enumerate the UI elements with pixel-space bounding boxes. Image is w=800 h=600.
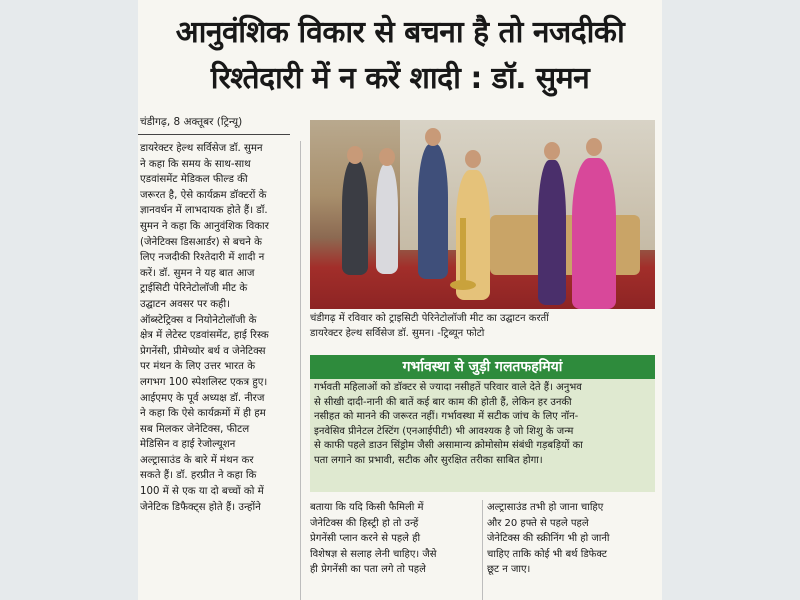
photo-lamp-base: [450, 280, 476, 290]
text-line: ने कहा कि ऐसे कार्यक्रमों में ही हम: [140, 408, 266, 420]
text-line: करें। डॉ. सुमन ने यह बात आज: [140, 267, 255, 279]
photo-person-1: [342, 160, 368, 275]
text-line: और 20 हफ्ते से पहले पहले: [487, 517, 589, 529]
sidebar-title: गर्भावस्था से जुड़ी गलतफहमियां: [310, 355, 655, 379]
caption-line-2: डायरेक्टर हेल्थ सर्विसेज डॉ. सुमन। -ट्रिब्यून फोटो: [310, 328, 485, 339]
text-line: ऑब्स्टेट्रिक्स व नियोनेटोलॉजी के: [140, 314, 257, 326]
text-line: आईएमए के पूर्व अध्यक्ष डॉ. नीरज: [140, 392, 265, 404]
photo-lamp: [460, 218, 466, 288]
text-line: अल्ट्रासाउंड के बारे में मंथन कर: [140, 454, 254, 466]
text-line: (जेनेटिक्स डिसआर्डर) से बचने के: [140, 236, 262, 248]
photo-head-5: [544, 142, 560, 160]
text-line: प्रेगनेंसी, प्रीमेच्योर बर्थ व जेनेटिक्स: [140, 345, 266, 357]
sidebar-box: [310, 379, 655, 492]
column-divider: [300, 141, 301, 600]
headline-line-1: आनुवंशिक विकार से बचना है तो नजदीकी: [175, 15, 625, 50]
text-line: जेनेटिक डिफैक्ट्स होते हैं। उन्होंने: [140, 501, 261, 513]
text-line: विशेषज्ञ से सलाह लेनी चाहिए। जैसे: [310, 548, 437, 560]
text-line: लगभग 100 स्पेशलिस्ट एकत्र हुए।: [140, 376, 268, 388]
text-line: सुमन ने कहा कि आनुवंशिक विकार: [140, 220, 269, 232]
text-line: लिए नजदीकी रिश्तेदारी में शादी न: [140, 252, 265, 264]
dateline: चंडीगढ़, 8 अक्तूबर (ट्रिन्यू): [140, 116, 243, 128]
text-line: नसीहत को मानने की जरूरत नहीं। गर्भावस्था में सटीक जांच के लिए नॉन-: [314, 411, 579, 423]
text-line: 100 में से एक या दो बच्चों को में: [140, 486, 264, 498]
photo-person-6: [572, 158, 616, 309]
caption-line-1: चंडीगढ़ में रविवार को ट्राइसिटी पेरिनेटोलॉजी मीट का उद्घाटन करतीं: [310, 313, 549, 324]
event-photo: [310, 120, 655, 309]
text-line: जरूरत है, ऐसे कार्यक्रम डॉक्टरों के: [140, 189, 267, 201]
text-line: ही प्रेगनेंसी का पता लगे तो पहले: [310, 564, 426, 576]
text-line: इनवेसिव प्रीनेटल टेस्टिंग (एनआईपीटी) भी आवश्यक है जो शिशु के जन्म: [314, 425, 574, 437]
text-line: उद्घाटन अवसर पर कही।: [140, 298, 230, 310]
column-divider-2: [482, 500, 483, 600]
text-line: मेडिसिन व हाई रेजोल्यूशन: [140, 439, 236, 451]
text-line: ने कहा कि समय के साथ-साथ: [140, 158, 251, 170]
photo-person-5: [538, 160, 566, 305]
text-line: क्षेत्र में लेटेस्ट एडवांसमेंट, हाई रिस्क: [140, 330, 269, 342]
photo-person-2: [376, 164, 398, 274]
text-line: ट्राईसिटी पेरिनेटोलॉजी मीट के: [140, 283, 248, 295]
text-line: छूट न जाए।: [487, 564, 531, 576]
text-line: पता लगाने का प्रभावी, सटीक और सुरक्षित तरीका साबित होगा।: [314, 454, 543, 466]
text-line: एडवांसमेंट मेडिकल फील्ड की: [140, 174, 248, 186]
text-line: पर मंथन के लिए उत्तर भारत के: [140, 361, 256, 373]
photo-person-3: [418, 144, 448, 279]
text-line: जेनेटिक्स की स्क्रीनिंग भी हो जानी: [487, 533, 610, 545]
text-line: से सीखी दादी-नानी की बातें कई बार काम की होती हैं, लेकिन हर उनकी: [314, 396, 572, 408]
text-line: सकते हैं। डॉ. हरप्रीत ने कहा कि: [140, 470, 257, 482]
text-line: जेनेटिक्स की हिस्ट्री हो तो उन्हें: [310, 517, 419, 529]
text-line: गर्भवती महिलाओं को डॉक्टर से ज्यादा नसीहतें परिवार वाले देते हैं। अनुभव: [314, 382, 582, 393]
column-c-text: [487, 500, 657, 578]
photo-head-1: [347, 146, 363, 164]
text-line: चाहिए ताकि कोई भी बर्थ डिफेक्ट: [487, 548, 607, 560]
photo-head-6: [586, 138, 602, 156]
newspaper-clipping: [138, 0, 662, 600]
dateline-rule: [138, 134, 290, 135]
text-line: बताया कि यदि किसी फैमिली में: [310, 502, 424, 513]
text-line: सब मिलकर जेनेटिक्स, फीटल: [140, 423, 250, 435]
photo-head-3: [425, 128, 441, 146]
headline-line-2: रिश्तेदारी में न करें शादी : डॉ. सुमन: [210, 61, 590, 96]
photo-caption: [310, 311, 655, 341]
text-line: अल्ट्रासाउंड तभी हो जाना चाहिए: [487, 502, 604, 513]
left-column-text: [140, 141, 292, 515]
column-b-text: [310, 500, 480, 578]
text-line: डायरेक्टर हेल्थ सर्विसेज डॉ. सुमन: [140, 143, 263, 154]
text-line: से काफी पहले डाउन सिंड्रोम जैसी असामान्य क्रोमोसोम संबंधी गड़बड़ियों का: [314, 440, 583, 452]
photo-head-2: [379, 148, 395, 166]
photo-head-4: [465, 150, 481, 168]
text-line: ज्ञानवर्धन में लाभदायक होते हैं। डॉ.: [140, 205, 268, 217]
text-line: प्रेगनेंसी प्लान करने से पहले ही: [310, 533, 421, 545]
